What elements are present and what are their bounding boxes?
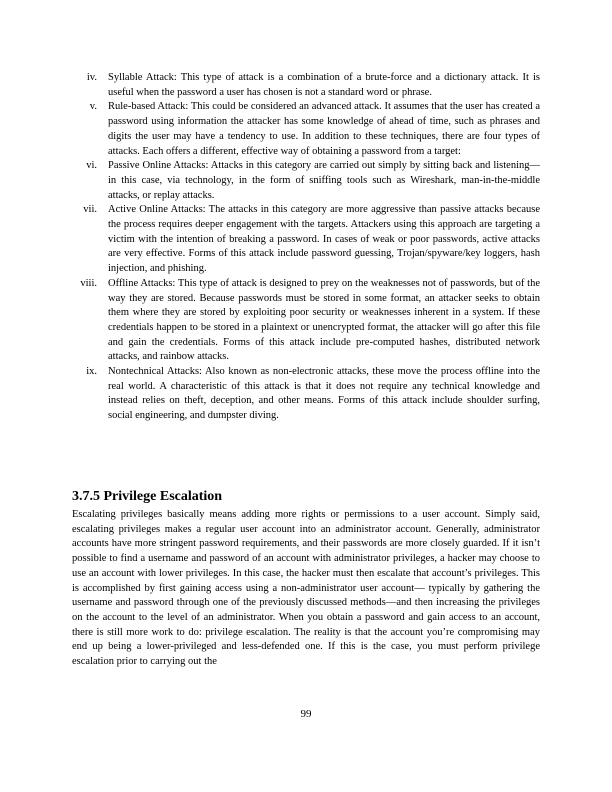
- list-item: [72, 71, 540, 100]
- list-item-text: Nontechnical Attacks: Also known as non-electronic attacks, these move the process offline into the real world. A characteristic of this attack is that it does not require any technical knowledge and instead relies on theft, deception, and other means. Forms of this attack include shoulder surfing, social engineering, and dumpster diving.: [108, 366, 540, 422]
- list-item-number: viii.: [80, 277, 97, 289]
- list-item: [72, 203, 540, 277]
- list-item-text: Passive Online Attacks: Attacks in this category are carried out simply by sitting back and listening—in this case, via technology, in the form of sniffing tools such as Wireshark, man-in-the-middle attacks, or replay attacks.: [108, 160, 540, 201]
- list-item-text: Rule-based Attack: This could be considered an advanced attack. It assumes that the user has created a password using information the attacker has some knowledge of ahead of time, such as phrases and digits the user may have a tendency to use. In addition to these techniques, there are four types of attacks. Each offers a different, effective way of obtaining a password from a target:: [108, 101, 540, 157]
- list-item-number: vii.: [83, 204, 97, 216]
- list-item: [72, 365, 540, 424]
- list-item-text: Offline Attacks: This type of attack is designed to prey on the weaknesses not of passwords, but of the way they are stored. Because passwords must be stored in some format, an attacker seeks to obtain them where they are stored by exploiting poor security or weaknesses inherent in a system. If these credentials happen to be stored in a plaintext or unencrypted format, the attacker will go after this file and gain the credentials. Forms of this attack include pre-computed hashes, distributed network attacks, and rainbow attacks.: [108, 277, 540, 363]
- section-paragraph: Escalating privileges basically means adding more rights or permissions to a user account. Simply said, escalating privileges makes a regular user account into an administrator account. Generally, administrator accounts have more stringent password requirements, and their passwords are more closely guarded. If it isn’t possible to find a username and password of an account with administrator privileges, a hacker may choose to use an account with lower privileges. In this case, the hacker must then escalate that account’s privileges. This is accomplished by first gaining access using a non-administrator user account— typically by gathering the username and password through one of the previously discussed methods—and then increasing the privileges on the account to the level of an administrator. When you obtain a password and gain access to an account, there is still more work to do: privilege escalation. The reality is that the account you’re compromising may end up being a lower-privileged and less-defended one. If this is the case, you must perform privilege escalation prior to carrying out the: [72, 509, 540, 668]
- page-number: 99: [300, 708, 312, 720]
- list-item-number: v.: [89, 101, 97, 113]
- list-item: [72, 277, 540, 365]
- list-item-number: vi.: [86, 160, 97, 172]
- list-item: [72, 159, 540, 203]
- list-item-number: iv.: [86, 72, 97, 83]
- list-item-text: Active Online Attacks: The attacks in this category are more aggressive than passive attacks because the process requires deeper engagement with the targets. Attackers using this approach are targeting a victim with the intention of breaking a password. In cases of weak or poor passwords, active attacks are very effective. Forms of this attack include password guessing, Trojan/spyware/key loggers, hash injection, and phishing.: [108, 204, 540, 275]
- list-item-number: ix.: [86, 366, 97, 378]
- attack-types-list: [72, 71, 540, 424]
- section-heading: 3.7.5 Privilege Escalation: [72, 489, 223, 504]
- list-item: [72, 100, 540, 159]
- list-item-text: Syllable Attack: This type of attack is a combination of a brute-force and a dictionary attack. It is useful when the password a user has chosen is not a standard word or phrase.: [108, 72, 540, 98]
